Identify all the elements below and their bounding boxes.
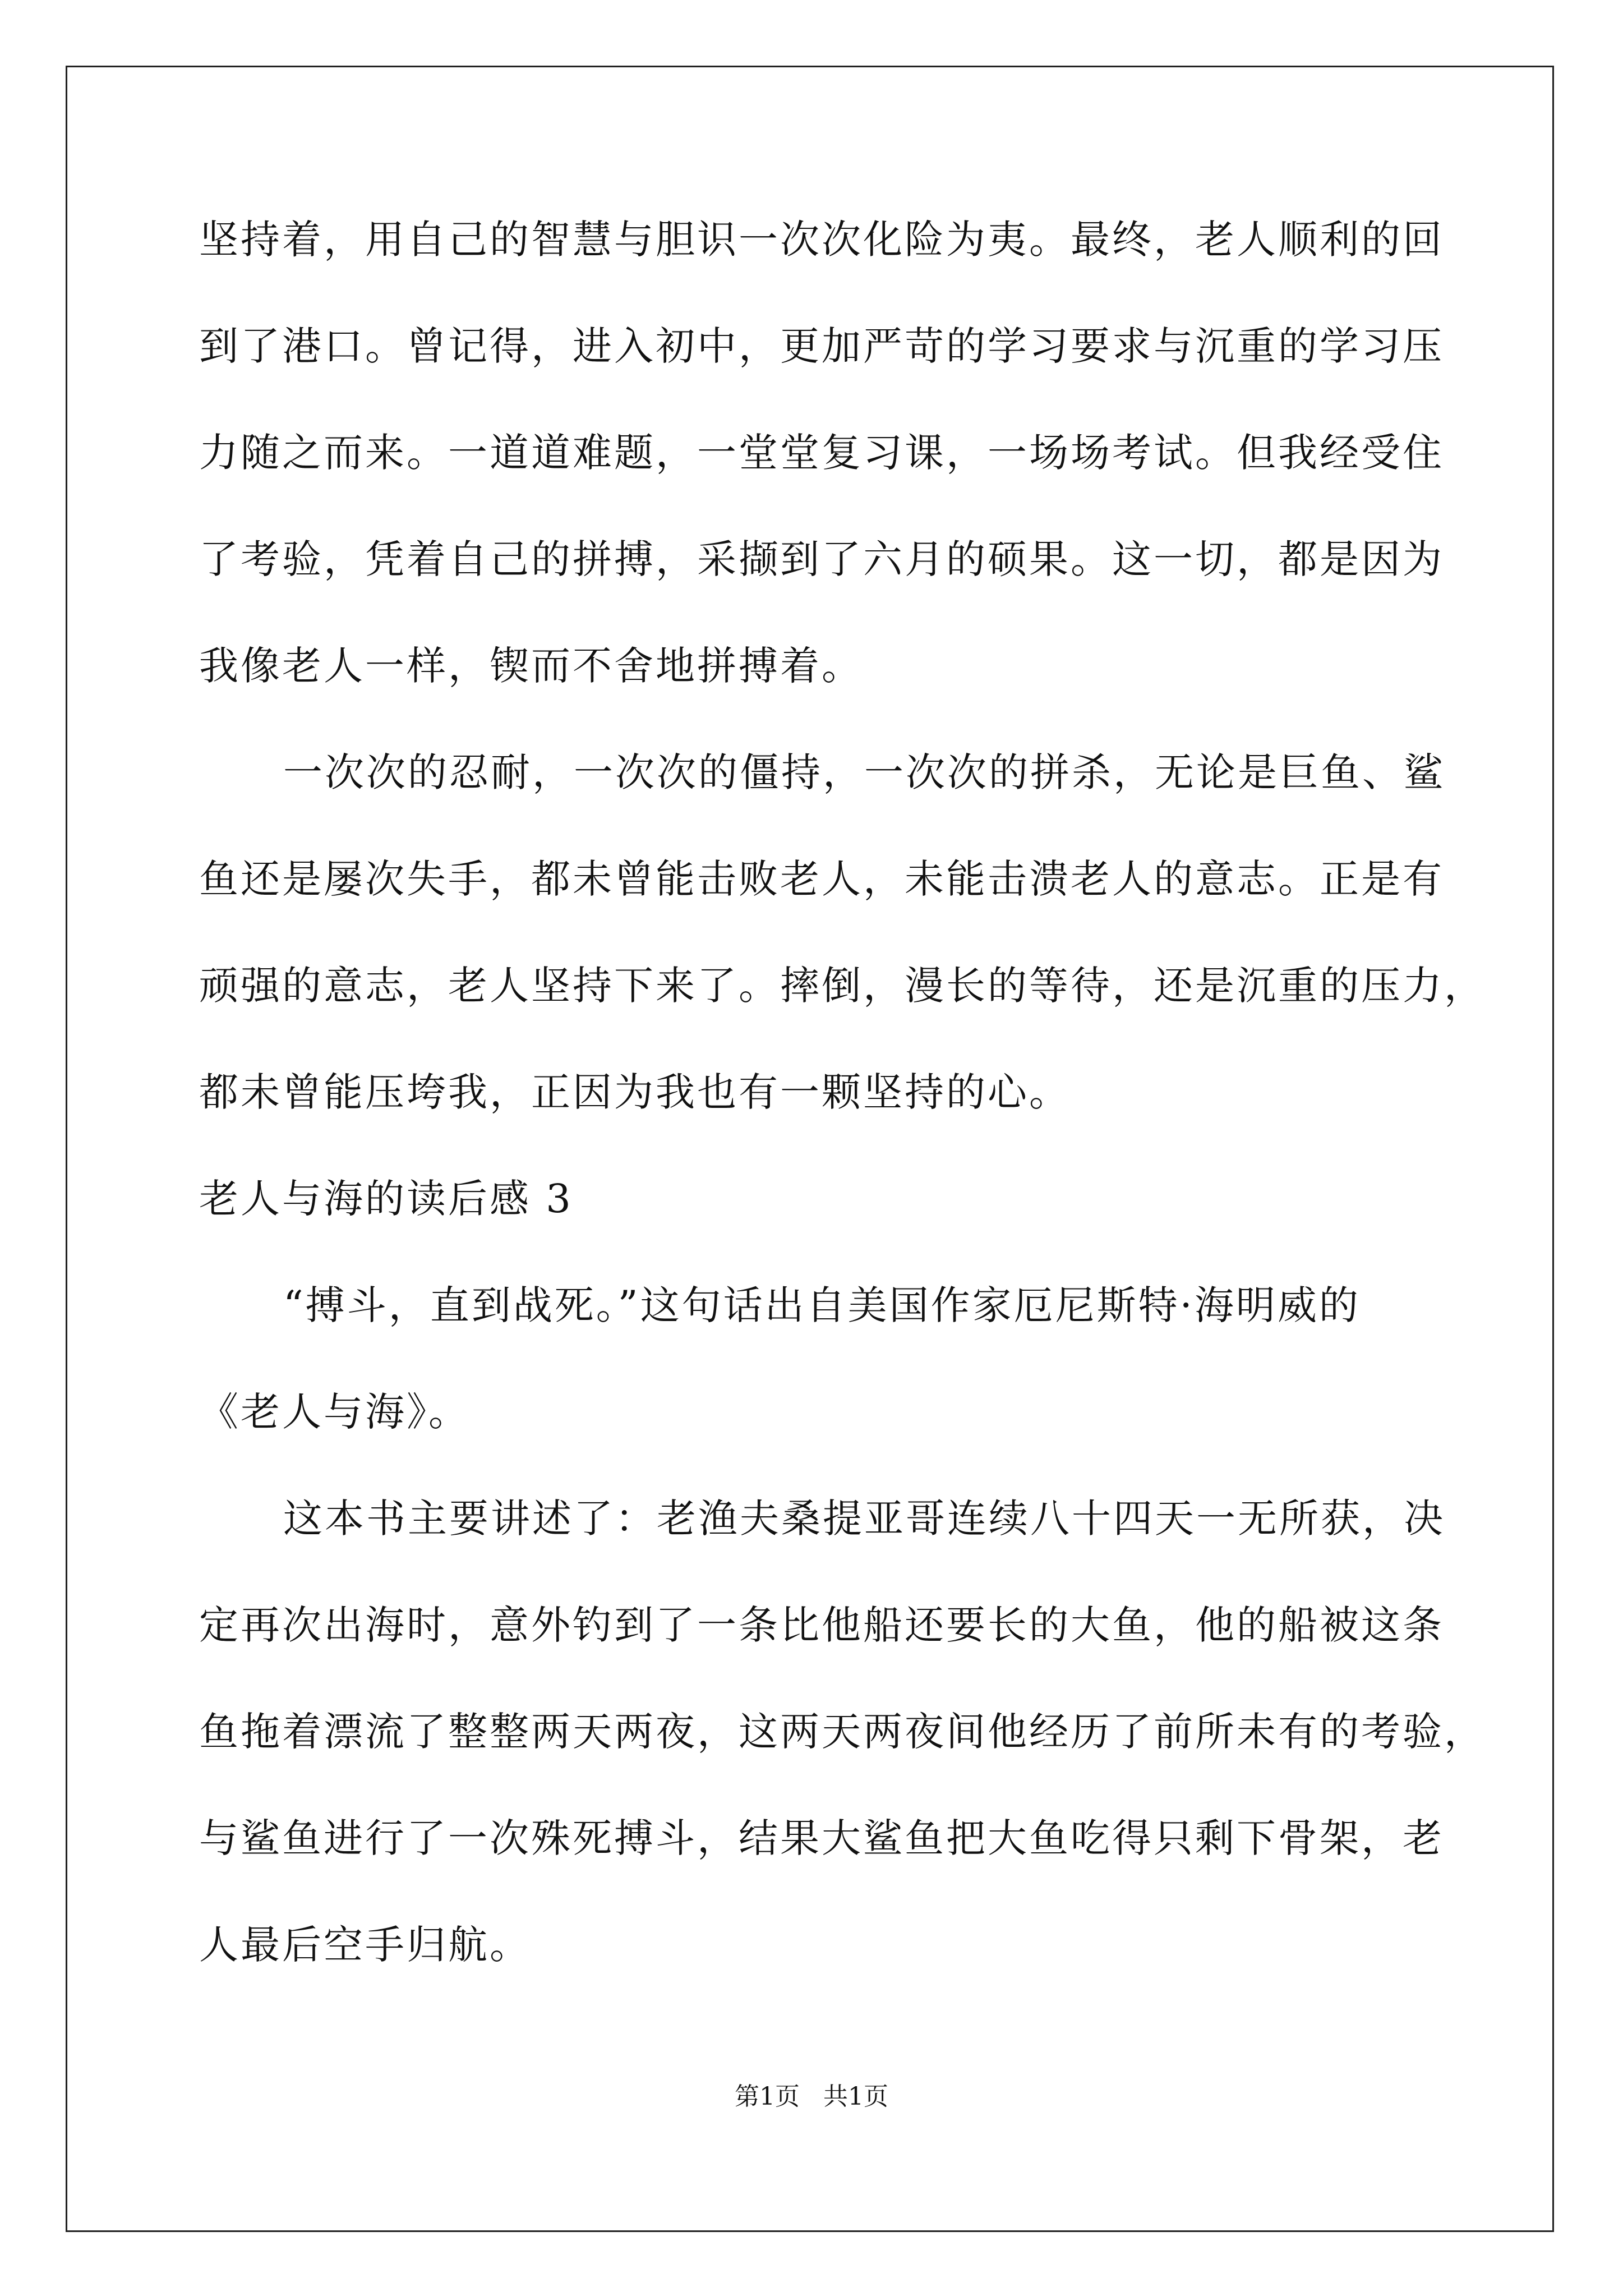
text-line: 《老人与海》。 — [199, 1389, 470, 1435]
paragraph-first-line: 这本书主要讲述了：老渔夫桑提亚哥连续八十四天一无所获，决 — [283, 1496, 1445, 1542]
paragraph-first-line: “搏斗，直到战死。”这句话出自美国作家厄尼斯特·海明威的 — [283, 1282, 1361, 1328]
text-line: 力随之而来。一道道难题，一堂堂复习课，一场场考试。但我经受住 — [199, 430, 1444, 476]
text-line: 顽强的意志，老人坚持下来了。摔倒，漫长的等待，还是沉重的压力， — [199, 963, 1486, 1009]
text-line: 到了港口。曾记得，进入初中，更加严苛的学习要求与沉重的学习压 — [199, 323, 1444, 369]
text-line: 了考验，凭着自己的拼搏，采撷到了六月的硕果。这一切，都是因为 — [199, 536, 1444, 582]
text-line: 鱼拖着漂流了整整两天两夜，这两天两夜间他经历了前所未有的考验， — [199, 1709, 1486, 1755]
text-line: 定再次出海时，意外钓到了一条比他船还要长的大鱼，他的船被这条 — [199, 1602, 1444, 1648]
section-heading: 老人与海的读后感 3 — [199, 1176, 573, 1222]
paragraph-first-line: 一次次的忍耐，一次次的僵持，一次次的拼杀，无论是巨鱼、鲨 — [283, 749, 1445, 795]
text-line: 鱼还是屡次失手，都未曾能击败老人，未能击溃老人的意志。正是有 — [199, 856, 1444, 902]
text-line: 坚持着，用自己的智慧与胆识一次次化险为夷。最终，老人顺利的回 — [199, 217, 1444, 263]
page-border — [66, 66, 1554, 2232]
page-number-footer: 第1页 共1页 — [735, 2082, 888, 2111]
text-line: 与鲨鱼进行了一次殊死搏斗，结果大鲨鱼把大鱼吃得只剩下骨架，老 — [199, 1815, 1444, 1861]
text-line: 都未曾能压垮我，正因为我也有一颗坚持的心。 — [199, 1069, 1071, 1115]
text-line: 人最后空手归航。 — [199, 1922, 531, 1968]
text-line: 我像老人一样，锲而不舍地拼搏着。 — [199, 643, 863, 689]
